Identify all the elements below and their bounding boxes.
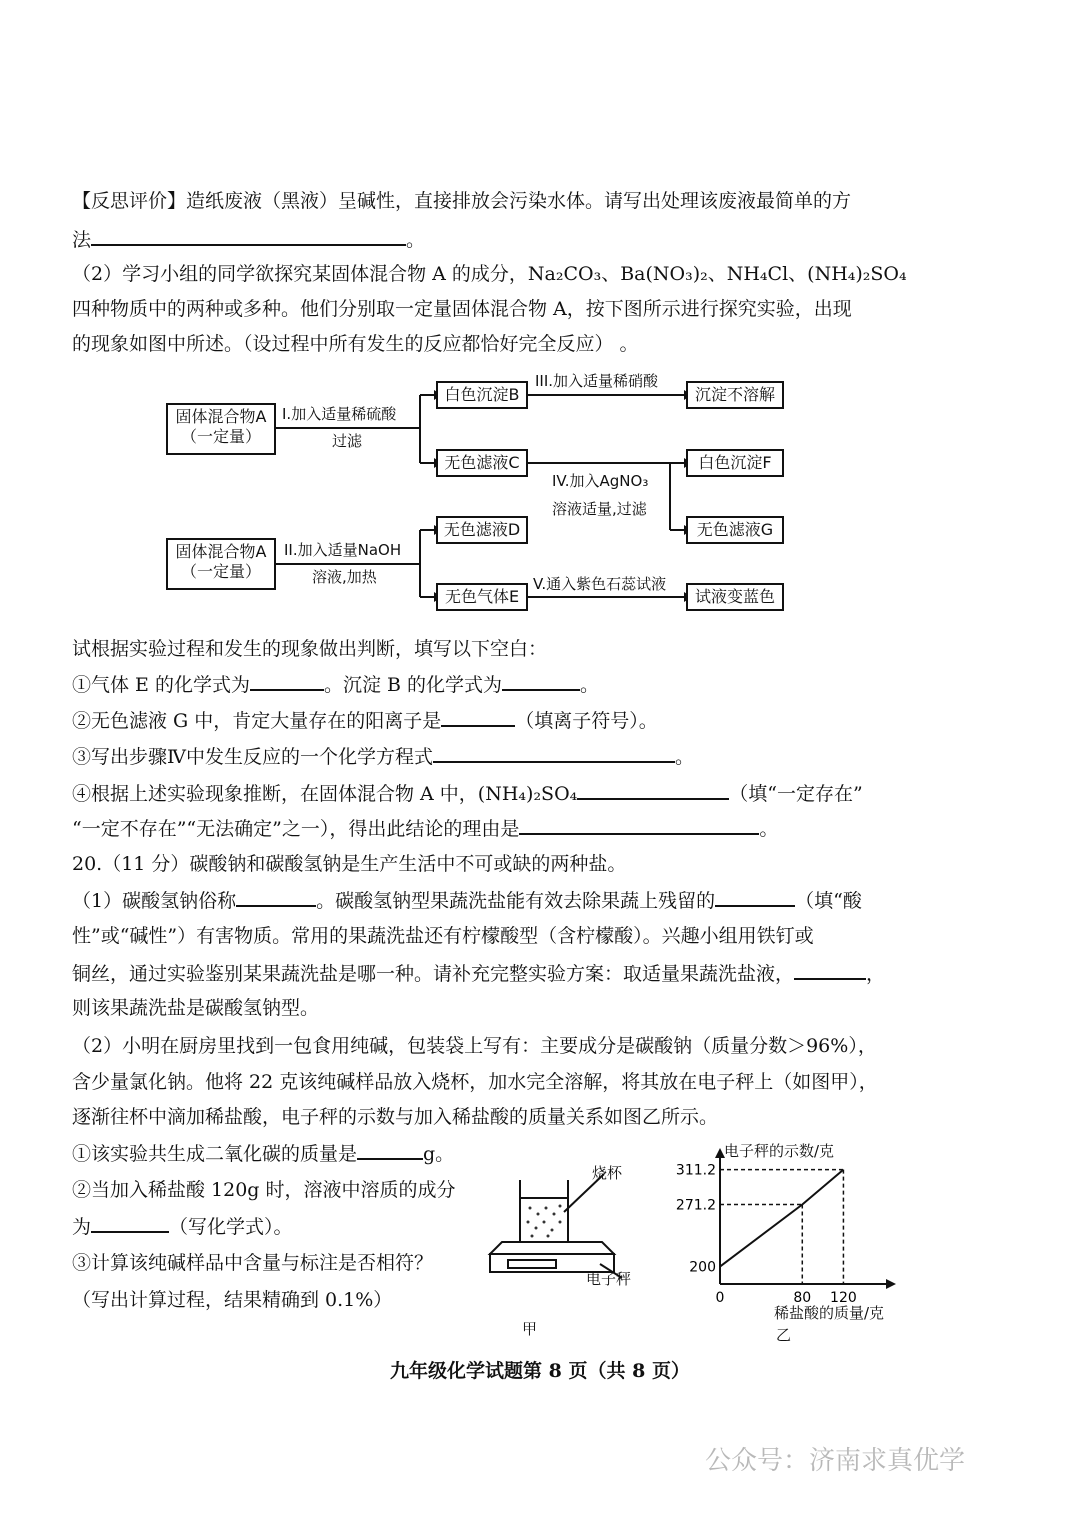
q4-text-c: “一定不存在”“无法确定”之一），得出此结论的理由是: [72, 818, 520, 840]
answer-blank[interactable]: [433, 743, 675, 763]
q20-p1-line-4: 则该果蔬洗盐是碳酸氢钠型。: [72, 997, 320, 1019]
precipitate-b-box: 白色沉淀B: [436, 381, 528, 409]
question-4-cont: [72, 815, 930, 842]
q20-sub-3: ③计算该纯碱样品中含量与标注是否相符？: [72, 1252, 434, 1274]
reflection-suffix: 。: [406, 229, 426, 251]
questions-lead: 试根据实验过程和发生的现象做出判断，填写以下空白：: [72, 638, 548, 660]
q20-p1-line-3: [72, 960, 930, 987]
step-2-sub: 溶液,加热: [312, 568, 377, 586]
q20-p2-line-1: （2）小明在厨房里找到一包食用纯碱，包装袋上写有：主要成分是碳酸钠（质量分数＞96%），: [72, 1035, 877, 1057]
answer-blank[interactable]: [357, 1140, 423, 1160]
step-1-label: I.加入适量稀硫酸: [282, 405, 397, 423]
q2-intro-line-2: 四种物质中的两种或多种。他们分别取一定量固体混合物 A，按下图所示进行探究实验，出现: [72, 298, 852, 320]
question-3: [72, 743, 930, 770]
q20-sub-2-cont: [72, 1213, 293, 1240]
y-tick-label: 271.2: [675, 1197, 716, 1214]
answer-blank[interactable]: [794, 960, 866, 980]
mixture-a-amount: （一定量）: [180, 427, 261, 446]
chart-xlabel: 稀盐酸的质量/克: [774, 1304, 885, 1322]
step-2-label: II.加入适量NaOH: [284, 541, 402, 559]
q20-p2-line-2: 含少量氯化钠。他将 22 克该纯碱样品放入烧杯，加水完全溶解，将其放在电子秤上（如图甲），: [72, 1071, 878, 1093]
answer-blank[interactable]: [577, 780, 729, 800]
question-4: [72, 780, 930, 807]
step-5-label: V.通入紫色石蕊试液: [533, 575, 667, 593]
q20-p2-line-3: 逐渐往杯中滴加稀盐酸，电子秤的示数与加入稀盐酸的质量关系如图乙所示。: [72, 1106, 719, 1128]
q3-text-b: 。: [674, 746, 694, 768]
answer-blank[interactable]: [519, 815, 759, 835]
mixture-a-amount-2: （一定量）: [180, 562, 261, 581]
x-tick-label: 120: [830, 1290, 857, 1306]
q20-p1-line-2: 性”或“碱性”）有害物质。常用的果蔬洗盐还有柠檬酸型（含柠檬酸）。兴趣小组用铁钉或: [72, 925, 814, 947]
question-1: [72, 671, 930, 698]
answer-blank[interactable]: [250, 671, 324, 691]
step-1-sub: 过滤: [332, 432, 363, 450]
step-4-sub: 溶液适量,过滤: [552, 500, 647, 518]
x-tick-label: 80: [793, 1290, 812, 1306]
q20-s1a: ①该实验共生成二氧化碳的质量是: [72, 1143, 358, 1165]
step-4-label: IV.加入AgNO₃: [552, 472, 649, 490]
y-tick-label: 311.2: [675, 1162, 716, 1179]
beaker-label: 烧杯: [592, 1164, 623, 1182]
q20-s2c: （写化学式）。: [169, 1216, 293, 1238]
answer-blank[interactable]: [502, 671, 580, 691]
q2-text-a: ②无色滤液 G 中，肯定大量存在的阳离子是: [72, 710, 442, 732]
q20-p1c: （填“酸: [795, 890, 862, 912]
answer-blank[interactable]: [715, 887, 795, 907]
filtrate-d-box: 无色滤液D: [436, 516, 528, 544]
q20-p1f: ，: [866, 963, 886, 985]
q3-text-a: ③写出步骤Ⅳ中发生反应的一个化学方程式: [72, 746, 433, 768]
insoluble-box: 沉淀不溶解: [686, 381, 784, 409]
chart-ylabel: 电子秤的示数/克: [724, 1142, 835, 1160]
q20-p1a: （1）碳酸氢钠俗称: [72, 890, 237, 912]
mixture-a-box: [166, 403, 276, 455]
answer-blank[interactable]: [91, 1213, 169, 1233]
q1-text-b: 。沉淀 B 的化学式为: [323, 674, 502, 696]
filtrate-g-box: 无色滤液G: [686, 516, 784, 544]
step-3-label: III.加入适量稀硝酸: [535, 372, 659, 390]
mixture-a-box-2: [166, 538, 276, 590]
reflection-line-1: 【反思评价】造纸废液（黑液）呈碱性，直接排放会污染水体。请写出处理该废液最简单的方: [72, 190, 852, 212]
page-footer: 九年级化学试题第 8 页（共 8 页）: [390, 1360, 690, 1382]
chart-caption: 乙: [776, 1326, 792, 1344]
figure-yi-chart: [660, 1138, 920, 1348]
watermark: 公众号：济南求真优学: [705, 1446, 966, 1476]
precipitate-f-box: 白色沉淀F: [686, 449, 784, 477]
filtrate-c-box: 无色滤液C: [436, 449, 528, 477]
q20-s1b: g。: [423, 1143, 455, 1165]
q2-intro-line-1: （2）学习小组的同学欲探究某固体混合物 A 的成分，Na₂CO₃、Ba(NO₃)₂、NH₄Cl、(NH₄)₂SO₄: [72, 263, 907, 285]
q20-p1b: 。碳酸氢钠型果蔬洗盐能有效去除果蔬上残留的: [316, 890, 716, 912]
q20-sub-2: ②当加入稀盐酸 120g 时，溶液中溶质的成分: [72, 1179, 456, 1201]
q20-sub-4: （写出计算过程，结果精确到 0.1%）: [72, 1289, 393, 1311]
q20-sub-1: [72, 1140, 454, 1167]
scale-label: 电子秤: [586, 1270, 632, 1288]
q4-text-d: 。: [759, 818, 779, 840]
q20-title: 20.（11 分）碳酸钠和碳酸氢钠是生产生活中不可或缺的两种盐。: [72, 853, 627, 875]
answer-blank[interactable]: [236, 887, 316, 907]
y-tick-label: 200: [689, 1259, 716, 1276]
turn-blue-box: 试液变蓝色: [686, 583, 784, 611]
q4-text-b: （填“一定存在”: [729, 783, 863, 805]
mixture-a-label: 固体混合物A: [175, 407, 267, 426]
mixture-a-label-2: 固体混合物A: [175, 542, 267, 561]
x-axis-arrow: [886, 1279, 896, 1289]
q1-text-c: 。: [580, 674, 600, 696]
gas-e-box: 无色气体E: [436, 583, 528, 611]
q20-p1e: 铜丝，通过实验鉴别某果蔬洗盐是哪一种。请补充完整实验方案：取适量果蔬洗盐液，: [72, 963, 795, 985]
q20-p1-line-1: [72, 887, 930, 914]
question-2: [72, 707, 930, 734]
figure-jia: [480, 1150, 650, 1350]
answer-blank[interactable]: [441, 707, 515, 727]
q2-intro-line-3: 的现象如图中所述。（设过程中所有发生的反应都恰好完全反应） 。: [72, 333, 639, 355]
series-line: [720, 1170, 843, 1267]
q2-text-b: （填离子符号）。: [515, 710, 658, 732]
q20-s2b: 为: [72, 1216, 92, 1238]
reflection-prefix: 法: [72, 229, 92, 251]
figure-jia-caption: 甲: [522, 1320, 538, 1338]
x-tick-label: 0: [715, 1290, 725, 1306]
q1-text-a: ①气体 E 的化学式为: [72, 674, 250, 696]
q4-text-a: ④根据上述实验现象推断，在固体混合物 A 中，(NH₄)₂SO₄: [72, 783, 578, 805]
